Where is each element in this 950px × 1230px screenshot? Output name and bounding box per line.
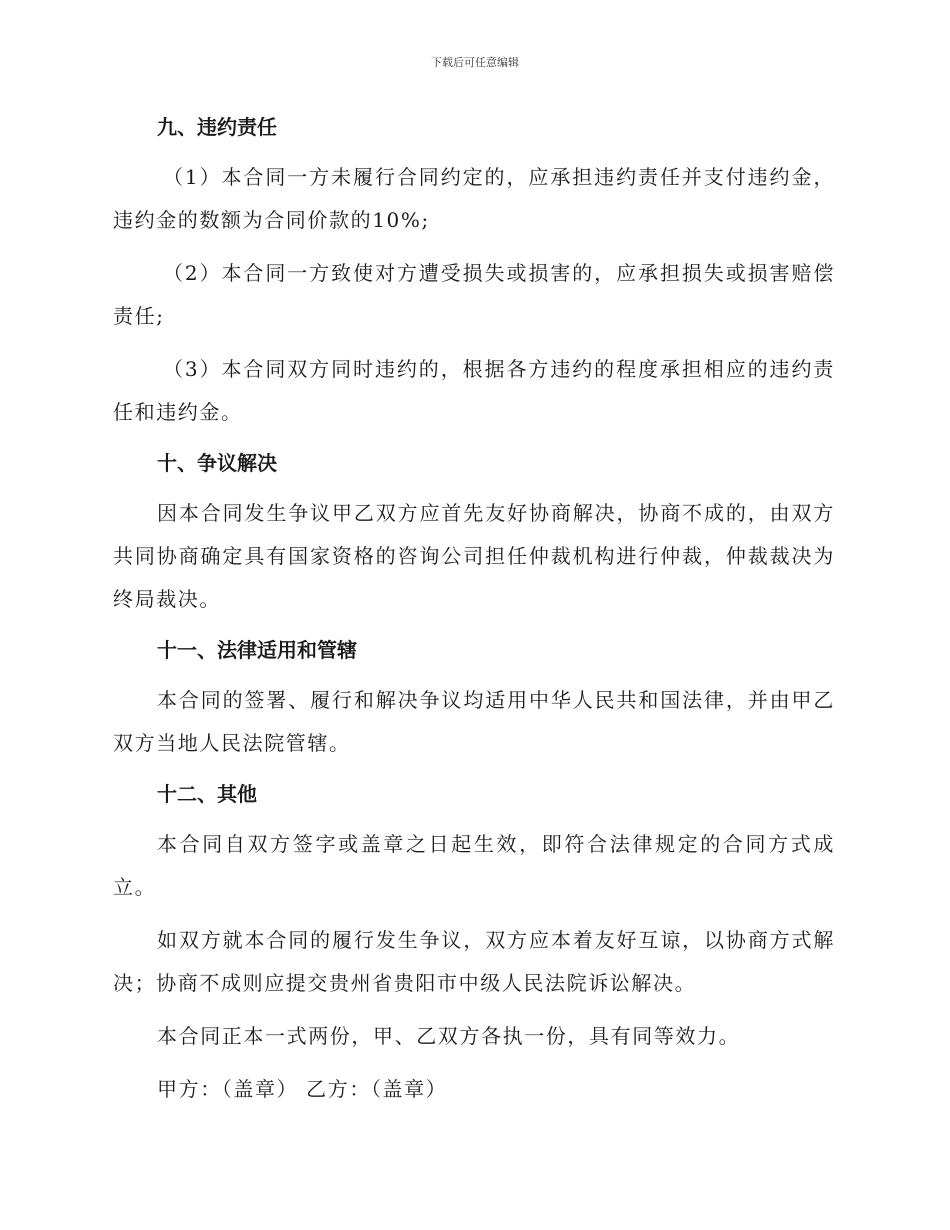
effective-paragraph: 本合同自双方签字或盖章之日起生效，即符合法律规定的合同方式成立。 — [113, 832, 835, 899]
document-body — [113, 108, 835, 1111]
section-heading-breach-liability: 九、违约责任 — [157, 115, 277, 139]
section-heading-dispute-resolution: 十、争议解决 — [157, 451, 277, 475]
clause-item-1: （1）本合同一方未履行合同约定的，应承担违约责任并支付违约金，违约金的数额为合同价款的10%; — [113, 165, 835, 232]
page-header: 下载后可任意编辑 — [431, 56, 519, 69]
litigation-paragraph: 如双方就本合同的履行发生争议，双方应本着友好互谅，以协商方式解决；协商不成则应提交贵州省贵阳市中级人民法院诉讼解决。 — [113, 928, 835, 995]
dispute-paragraph: 因本合同发生争议甲乙双方应首先友好协商解决，协商不成的，由双方共同协商确定具有国家资格的咨询公司担任仲裁机构进行仲裁，仲裁裁决为终局裁决。 — [113, 501, 835, 611]
section-heading-governing-law: 十一、法律适用和管辖 — [157, 638, 357, 662]
section-heading-other: 十二、其他 — [157, 782, 257, 806]
copies-paragraph: 本合同正本一式两份，甲、乙双方各执一份，具有同等效力。 — [157, 1024, 741, 1048]
governing-law-paragraph: 本合同的签署、履行和解决争议均适用中华人民共和国法律，并由甲乙双方当地人民法院管辖。 — [113, 688, 835, 755]
clause-item-2: （2）本合同一方致使对方遭受损失或损害的，应承担损失或损害赔偿责任; — [113, 261, 835, 328]
clause-item-3: （3）本合同双方同时违约的，根据各方违约的程度承担相应的违约责任和违约金。 — [113, 357, 835, 424]
signature-line: 甲方：（盖章） 乙方：（盖章） — [157, 1077, 448, 1101]
